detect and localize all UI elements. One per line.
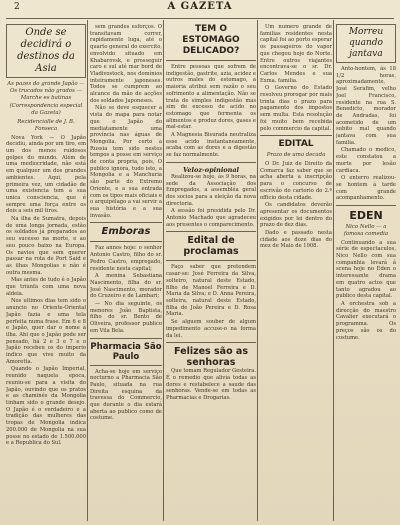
column-rule <box>87 20 88 521</box>
article-paragraph: — No dia seguinte, os menores João Baptista, filho do sr. Bento de Oliveira, professor publico em Vila Bela. <box>90 301 162 334</box>
article-paragraph: A orchestra sob a direcção do maestro Cavalier executará o programma. Os preços são os do costume. <box>336 300 396 341</box>
article-paragraph: Nova York — O Japão decidiu, ainda por um tiro, em um dos menos ruidosos golpes do mundo. Além de uma mediocridade, não está em qualquer um dos grandes ambientes. Aqui, pela primeira vez, um cidadão de uma existencia tem a sua unica consciencia, que é sempre uma força entre os dois a seis mil tiros. <box>6 134 86 215</box>
column-rule <box>257 20 258 521</box>
divider <box>90 338 162 339</box>
column-rule <box>163 20 164 521</box>
ad-paragraph: Entre pessoas que sofrem de indigestão, gastrite, azia, acidez e outros males do estomago, a maioria atribui sem razão o seu sofrimento a alimentação. Não se trata de simples indigestão mas sim de excesso de acido no estomago que fermenta os alimentos e produz dores, gases e mal-estar. <box>166 64 256 131</box>
headline: Morreu quando jantava <box>348 27 384 59</box>
article-paragraph: A sessão foi presidida pelo Dr. Antonio Machado que agradeceu aos presentes o comparecimento. <box>166 208 256 228</box>
article-paragraph: O Governo do Estado resolveu prorogar por mais trinta dias o prazo para pagamento dos impostos sem multa. Esta resolução foi muito bem recebida pelo commercio da capital. <box>260 85 332 132</box>
divider <box>166 260 256 261</box>
section-heading: EDITAL <box>278 139 314 150</box>
article-paragraph: Anto-hontem, ás 18 1/2 horas, aproximadamente, José Serafim, velho Joel Francisco, residente na rua S. Benedicto, morador de Andradas, foi acometido de um subito mal quando jantava com sua familia. <box>336 66 396 146</box>
headline-box <box>336 24 396 63</box>
section-heading: EDEN <box>349 209 383 223</box>
divider <box>166 231 256 232</box>
divider <box>166 162 256 163</box>
article-paragraph: O enterro realizou-se hontem á tarde com grande acompanhamento. <box>336 175 396 202</box>
divider <box>336 205 396 206</box>
section-heading: Edital de proclamas <box>183 235 239 258</box>
dateline: Rezidencialle de J. B. Fonseca <box>17 118 75 132</box>
section-heading: Emboras <box>101 226 151 238</box>
masthead: A GAZETA <box>167 1 233 12</box>
ad-paragraph: Que tomam Regulador Gesteira. É o remedio que alivia todas as dores e restabelece a saude das senhoras. Vende-se em todas as Pharmacias e Drogarias. <box>166 368 256 402</box>
article-paragraph: Faz annos hoje: o senhor Antonio Castro, filho do sr. Pedro Castro, empregado, residente nesta capital; <box>90 245 162 272</box>
divider <box>90 241 162 242</box>
subheadline: As pazes do grande Japão — Os trucados não grados — Marche es batinas <box>7 81 85 101</box>
headline: Onde se decidirá o destinos da Asia <box>17 27 75 74</box>
article-paragraph: Realizou-se hoje, ás 9 horas, na sede da Associação dos Empregados, a assembléa geral dos socios para a eleição da nova directoria. <box>166 173 256 207</box>
article-paragraph: Os candidatos deverão apresentar os documentos exigidos por lei dentro do prazo de dez dias. <box>260 202 332 229</box>
column-1 <box>6 24 86 521</box>
page-header <box>6 0 394 19</box>
byline: (Correspondencia especial da Gazeta) <box>9 103 83 117</box>
article-paragraph: Chamado o medico, este constatou a morte por lesão cardiaca. <box>336 147 396 174</box>
article-paragraph: Quando o Japão Imperial, reunido naquela epoca, reuniu-se para a visita do Japão, ouvindo que os pratos e as chaminés da Mongolia tinham sido o grande desejo. O Japão é o verdadeiro e a tradição das mulheres das tropas de Mongolia indica 200.000 de Mongolia na sua posse no estado de 1.500.000 e a Republica do Sul. <box>6 366 86 447</box>
article-paragraph: Mas antes de tudo é o Japão que triunfa com uma nova aldeia. <box>6 277 86 297</box>
divider <box>166 60 256 61</box>
ad-headline: TEM O ESTOMAGO DELICADO? <box>182 24 240 56</box>
ad-headline: Felizes são as senhoras <box>174 346 248 369</box>
divider <box>90 365 162 366</box>
subheadline: Nico Nello — a famosa comedia <box>343 224 389 237</box>
column-5 <box>336 24 396 521</box>
column-4 <box>260 24 332 521</box>
article-paragraph: Na ilha de Sumatra, depois de uma longa jornada, estão os soldados já preparados ao seu sucesso na morte, e ao seu pouco baixo na Europa. Os navios que sem querer passar na rota de Port Said e as ilhas Mongolias e não é outra mesma. <box>6 216 86 276</box>
article-paragraph: Não se deve esquecer a vista do mapa para notar que o Japão do mediatamente uma província nas águas de Mongolia. Por certo a Russia tem sido nestes tempos a posse em serviço de conta propria, pois, O publico ignora, tudo isto, a Mongolia e a Manchuria são parte do Extremo Oriente, e a sua entrada com os tipos mais oficiais e o arquipélago a vai servir a sua história e a sua invasão. <box>90 105 162 219</box>
article-paragraph: Faço saber que pretendem casar-se: José Ferreira da Silva, solteiro, natural deste Estado, filho de Manoel Ferreira e D. Maria da Silva; e D. Anna Pereira, solteira, natural deste Estado, filha de João Pereira e D. Rosa Maria. <box>166 264 256 318</box>
divider <box>166 342 256 343</box>
divider <box>260 135 332 136</box>
section-heading: Pharmacia São Paulo <box>90 341 162 362</box>
divider <box>90 222 162 223</box>
article-paragraph: Um numero grande de familias residentes nesta capital foi ao porto esperar os passageiros do vapor que chegou hoje do Norte. Entre outros viajantes encontrava-se o sr. Dr. Carlos Mendes e sua Exma. familia. <box>260 24 332 84</box>
article-paragraph: A menina Sebastiana Nascimento, filha do sr. José Nascimento, morador do Cruzeiro e de Lambari; <box>90 273 162 300</box>
column-3 <box>166 24 256 521</box>
article-paragraph: O Dr. Juiz de Direito da Comarca faz saber que se acha aberta a inscripção para o concurso de escrivão do cartorio do 2.º officio desta cidade. <box>260 161 332 201</box>
section-heading: Veloz-opinional <box>182 165 240 174</box>
column-2 <box>90 24 162 521</box>
article-paragraph: Continuando a sua série de espectaculos, Nico Nello com sua companhia levará á scena hoje no Eden o interessante drama em quatro actos que tanto agradou ao publico desta capital. <box>336 239 396 300</box>
column-rule <box>333 20 334 521</box>
article-paragraph: Nos ultimos dias tem sido o anuncio no Oriente-Oriental Japão fazia e uma tela perfeita numa frase. Em 6 e 8 e Japão, quer dar o nome à ilha. Ahi que o Japão pode ser pensado, há 2 e 3 e 7 e o Japão recebeu os do imperio indico que vive muito da Amoretta. <box>6 298 86 365</box>
headline-box <box>6 24 86 78</box>
article-paragraph: Acha-se hoje em serviço nocturno a Pharmacia São Paulo, situada na rua Direita esquina da travessa do Commercio, que durante o dia estará aberta ao publico como de costume. <box>90 368 162 422</box>
article-paragraph: Se alguem souber de algum impedimento accuse-o na forma da lei. <box>166 319 256 339</box>
page-number: 2 <box>14 2 20 12</box>
subheadline: Prazo de uma decada <box>266 152 326 159</box>
article-paragraph: sem grandes esforços. O transitavam correr, rapidamente luga, até o quarto general do exercito, envolvido situado em Khabarovsk, e prosseguir caro e sul até mar bord de Vladivostock, nos domínios inteiramente japoneses. Todos se cumprem ao alcance da mão de acções dos soldados Japoneses. <box>90 24 162 104</box>
article-paragraph: Dado e passado nesta cidade aos doze dias do mez de Maio de 1908. <box>260 230 332 250</box>
ad-paragraph: A Magnesia Bisurada neutraliza esse acido instantaneamente, acaba com as dores e a digestão se faz normalmente. <box>166 132 256 159</box>
